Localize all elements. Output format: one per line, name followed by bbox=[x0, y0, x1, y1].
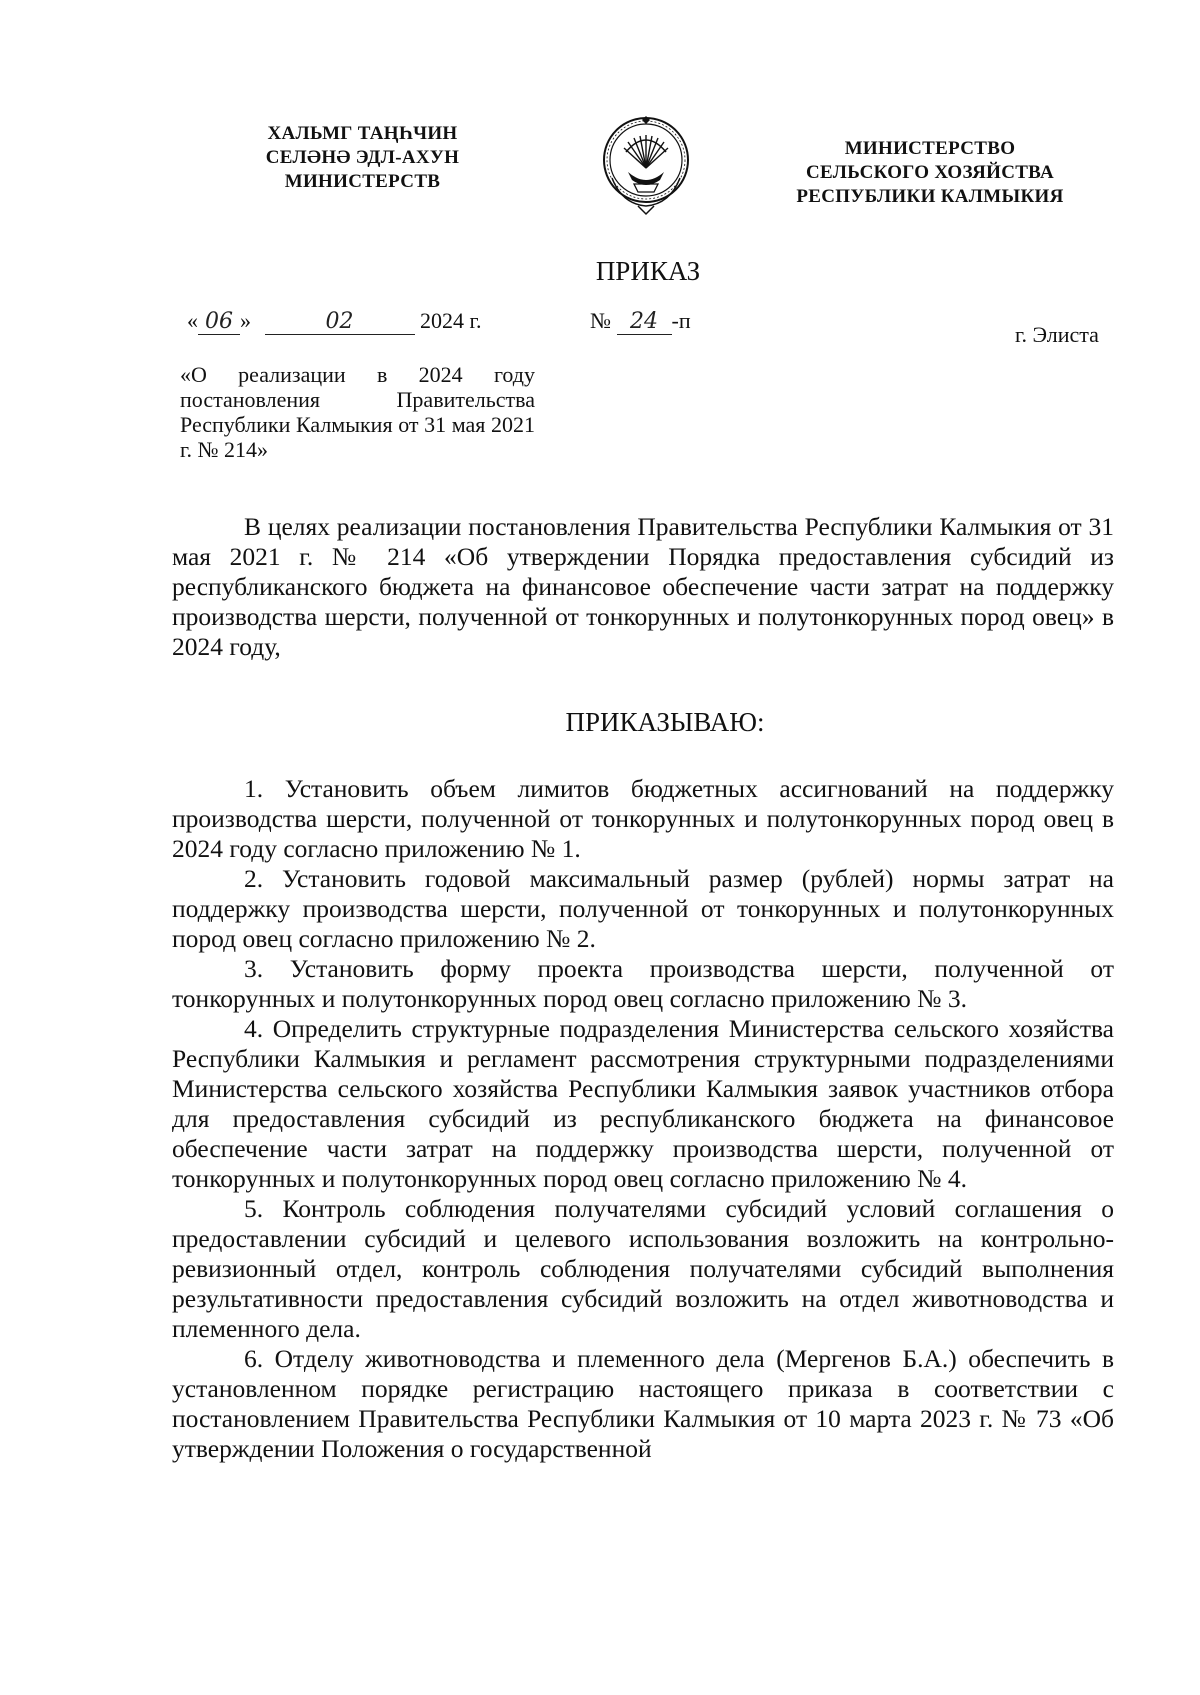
order-items bbox=[172, 774, 1114, 1464]
number-value: 24 bbox=[617, 310, 672, 335]
date-year: 2024 г. bbox=[420, 308, 482, 333]
order-city: г. Элиста bbox=[1015, 322, 1099, 347]
order-item: 5. Контроль соблюдения получателями субсидий условий соглашения о предоставлении субсидий и целевого использования возложить на контрольно-ревизионный отдел, контроль соблюдения получателями субсидий выполнения результативности предоставления субсидий возложить на отдел животноводства и племенного дела. bbox=[172, 1194, 1114, 1343]
order-date bbox=[187, 308, 482, 335]
ministry-name-kalmyk-line: ХАЛЬМГ ТАҢҺЧИН bbox=[267, 123, 458, 144]
ministry-name-russian-line: МИНИСТЕРСТВО bbox=[844, 138, 1016, 159]
order-number bbox=[590, 308, 691, 335]
ministry-name-russian bbox=[785, 137, 1075, 209]
order-subject: «О реализации в 2024 году постановления Правительства Республики Калмыкия от 31 мая 2021 г. № 214» bbox=[180, 362, 535, 462]
ministry-name-kalmyk bbox=[250, 122, 475, 194]
order-item: 2. Установить годовой максимальный размер (рублей) нормы затрат на поддержку производства шерсти, полученной от тонкорунных и полутонкорунных пород овец согласно приложению № 2. bbox=[172, 864, 1114, 953]
date-day: 06 bbox=[198, 310, 240, 335]
order-item: 4. Определить структурные подразделения Министерства сельского хозяйства Республики Калмыкия и регламент рассмотрения структурными подразделениями Министерства сельского хозяйства Республики Калмыкия заявок участников отбора для предоставления субсидий из республиканского бюджета на финансовое обеспечение части затрат на поддержку производства шерсти, полученной от тонкорунных и полутонкорунных пород овец согласно приложению № 4. bbox=[172, 1014, 1114, 1193]
ministry-name-russian-line: РЕСПУБЛИКИ КАЛМЫКИЯ bbox=[796, 186, 1064, 207]
date-close-quote: » bbox=[240, 308, 251, 333]
ministry-name-kalmyk-line: МИНИСТЕРСТВ bbox=[284, 171, 441, 192]
order-item: 1. Установить объем лимитов бюджетных ассигнований на поддержку производства шерсти, полученной от тонкорунных и полутонкорунных пород овец в 2024 году согласно приложению № 1. bbox=[172, 774, 1114, 863]
date-month: 02 bbox=[265, 310, 415, 335]
order-item: 3. Установить форму проекта производства шерсти, полученной от тонкорунных и полутонкорунных пород овец согласно приложению № 3. bbox=[172, 954, 1114, 1013]
order-title: ПРИКАЗ bbox=[595, 256, 701, 286]
date-open-quote: « bbox=[187, 308, 198, 333]
ministry-name-kalmyk-line: СЕЛӘНӘ ЭДЛ-АХУН bbox=[265, 147, 460, 168]
order-item: 6. Отделу животноводства и племенного дела (Мергенов Б.А.) обеспечить в установленном порядке регистрацию настоящего приказа в соответствии с постановлением Правительства Республики Калмыкия от 10 марта 2023 г. № 73 «Об утверждении Положения о государственной bbox=[172, 1344, 1114, 1463]
coat-of-arms-emblem bbox=[598, 108, 694, 218]
number-prefix: № bbox=[590, 308, 611, 333]
number-suffix: -п bbox=[671, 308, 691, 333]
order-verb: ПРИКАЗЫВАЮ: bbox=[565, 707, 765, 737]
ministry-name-russian-line: СЕЛЬСКОГО ХОЗЯЙСТВА bbox=[806, 162, 1054, 183]
order-preamble: В целях реализации постановления Правительства Республики Калмыкия от 31 мая 2021 г. № 214 «Об утверждении Порядка предоставления субсидий из республиканского бюджета на финансовое обеспечение части затрат на поддержку производства шерсти, полученной от тонкорунных и полутонкорунных пород овец» в 2024 году, bbox=[172, 512, 1114, 661]
